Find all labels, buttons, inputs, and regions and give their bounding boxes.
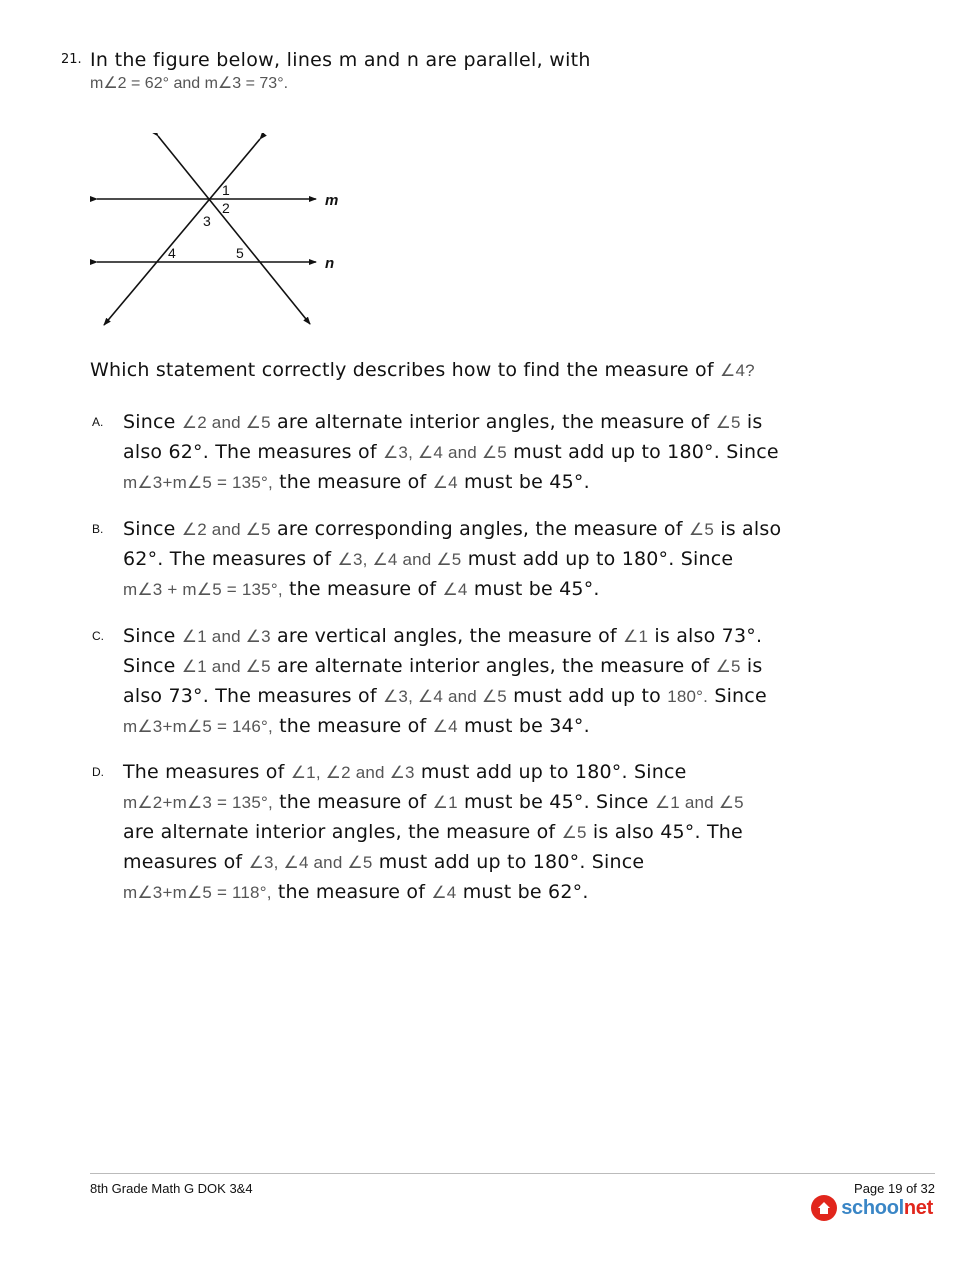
- math-expression: ∠1 and ∠5: [654, 793, 744, 812]
- schoolnet-logo: [811, 1195, 933, 1221]
- choice-text-segment: must add up to 180°. Since: [506, 441, 779, 463]
- choice-text-segment: is: [740, 655, 763, 677]
- choice-line: [123, 514, 843, 544]
- math-expression: 180°.: [667, 687, 709, 706]
- choice-text-segment: The measures of: [123, 761, 291, 783]
- angle-label-4: 4: [168, 245, 176, 261]
- choice-text-segment: the measure of: [282, 578, 443, 600]
- choice-text-segment: is also: [714, 518, 782, 540]
- math-expression: ∠3, ∠4 and ∠5: [248, 853, 373, 872]
- choice-text-segment: also 73°. The measures of: [123, 685, 383, 707]
- choice-text-segment: is also 45°. The: [586, 821, 743, 843]
- choice-text: [123, 407, 843, 497]
- choice-text-segment: the measure of: [272, 715, 433, 737]
- choice-line: [123, 407, 843, 437]
- line-label-m: m: [325, 192, 339, 209]
- math-expression: m∠3 + m∠5 = 135°,: [123, 580, 283, 599]
- choice-text-segment: are vertical angles, the measure of: [270, 625, 624, 647]
- choice-text-segment: Since: [708, 685, 767, 707]
- math-expression: ∠3, ∠4 and ∠5: [382, 687, 507, 706]
- line-label-n: n: [325, 255, 335, 272]
- choice-text-segment: must add up to 180°. Since: [461, 548, 734, 570]
- math-expression: m∠3+m∠5 = 118°,: [123, 883, 272, 902]
- choice-text-segment: must add up to 180°. Since: [414, 761, 687, 783]
- choice-line: [123, 544, 843, 574]
- choice-letter: C.: [92, 629, 104, 643]
- math-expression: ∠5: [715, 413, 741, 432]
- choice-text-segment: must add up to 180°. Since: [372, 851, 645, 873]
- question-stem: In the figure below, lines m and n are parallel, with: [90, 49, 591, 71]
- choice-line: [123, 574, 843, 604]
- math-expression: ∠4: [431, 883, 457, 902]
- math-expression: m∠3+m∠5 = 146°,: [123, 717, 273, 736]
- parallel-lines-figure: [88, 133, 358, 333]
- angle-label-2: 2: [222, 200, 230, 216]
- math-expression: ∠3, ∠4 and ∠5: [337, 550, 462, 569]
- choice-text-segment: are alternate interior angles, the measure of: [270, 411, 716, 433]
- choice-text-segment: Since: [123, 625, 182, 647]
- choice-text-segment: measures of: [123, 851, 249, 873]
- choice-text-segment: must add up to: [506, 685, 668, 707]
- choice-text-segment: Since: [123, 411, 182, 433]
- angle-label-5: 5: [236, 245, 244, 261]
- footer-title: 8th Grade Math G DOK 3&4: [90, 1181, 253, 1196]
- choice-text: [123, 621, 843, 741]
- math-expression: ∠3, ∠4 and ∠5: [382, 443, 507, 462]
- angle-label-3: 3: [203, 213, 211, 229]
- math-expression: ∠2 and ∠5: [181, 413, 271, 432]
- question-prompt: [90, 359, 755, 381]
- choice-letter: B.: [92, 522, 104, 536]
- math-expression: ∠4: [432, 717, 458, 736]
- logo-text-net: net: [903, 1196, 933, 1219]
- question-number: 21.: [61, 52, 82, 67]
- angle-label-1: 1: [222, 182, 230, 198]
- choice-text-segment: is also 73°.: [648, 625, 763, 647]
- math-expression: ∠2 and ∠5: [181, 520, 271, 539]
- choice-text-segment: must be 45°. Since: [457, 791, 655, 813]
- choice-text-segment: are corresponding angles, the measure of: [270, 518, 689, 540]
- choice-line: [123, 711, 843, 741]
- math-expression: ∠1, ∠2 and ∠3: [290, 763, 415, 782]
- choice-line: [123, 621, 843, 651]
- house-icon: [811, 1195, 837, 1221]
- page-number: Page 19 of 32: [854, 1181, 935, 1196]
- transversal-a: [158, 136, 310, 324]
- choice-text-segment: also 62°. The measures of: [123, 441, 383, 463]
- choice-text-segment: 62°. The measures of: [123, 548, 338, 570]
- choice-text-segment: must be 45°.: [467, 578, 600, 600]
- prompt-angle: ∠4?: [720, 361, 755, 380]
- choice-line: [123, 467, 843, 497]
- math-expression: m∠3+m∠5 = 135°,: [123, 473, 273, 492]
- choice-letter: A.: [92, 415, 104, 429]
- choice-text: [123, 514, 843, 604]
- choice-line: [123, 757, 843, 787]
- math-expression: ∠1: [623, 627, 649, 646]
- choice-line: [123, 847, 843, 877]
- choice-line: [123, 787, 843, 817]
- choice-text-segment: the measure of: [272, 791, 433, 813]
- math-expression: ∠4: [442, 580, 468, 599]
- choice-text-segment: are alternate interior angles, the measure of: [270, 655, 716, 677]
- choice-line: [123, 437, 843, 467]
- math-expression: ∠5: [561, 823, 587, 842]
- choice-text-segment: Since: [123, 655, 182, 677]
- choice-text-segment: the measure of: [271, 881, 432, 903]
- logo-text-school: school: [841, 1196, 904, 1219]
- math-expression: ∠1 and ∠5: [181, 657, 271, 676]
- choice-text-segment: Since: [123, 518, 182, 540]
- choice-letter: D.: [92, 765, 104, 779]
- choice-text-segment: must be 45°.: [457, 471, 590, 493]
- prompt-text: Which statement correctly describes how to find the measure of: [90, 359, 714, 381]
- choice-line: [123, 877, 843, 907]
- math-expression: ∠1 and ∠3: [181, 627, 271, 646]
- math-expression: m∠2+m∠3 = 135°,: [123, 793, 273, 812]
- choice-line: [123, 681, 843, 711]
- choice-line: [123, 817, 843, 847]
- choice-text: [123, 757, 843, 907]
- choice-text-segment: must be 34°.: [457, 715, 590, 737]
- choice-text-segment: must be 62°.: [456, 881, 589, 903]
- choice-text-segment: is: [740, 411, 763, 433]
- choice-text-segment: are alternate interior angles, the measure of: [123, 821, 562, 843]
- footer-divider: [90, 1173, 935, 1174]
- choice-text-segment: the measure of: [272, 471, 433, 493]
- math-expression: ∠4: [432, 473, 458, 492]
- math-expression: ∠5: [688, 520, 714, 539]
- math-expression: ∠5: [715, 657, 741, 676]
- given-angles: m∠2 = 62° and m∠3 = 73°.: [90, 75, 289, 92]
- choice-line: [123, 651, 843, 681]
- math-expression: ∠1: [432, 793, 458, 812]
